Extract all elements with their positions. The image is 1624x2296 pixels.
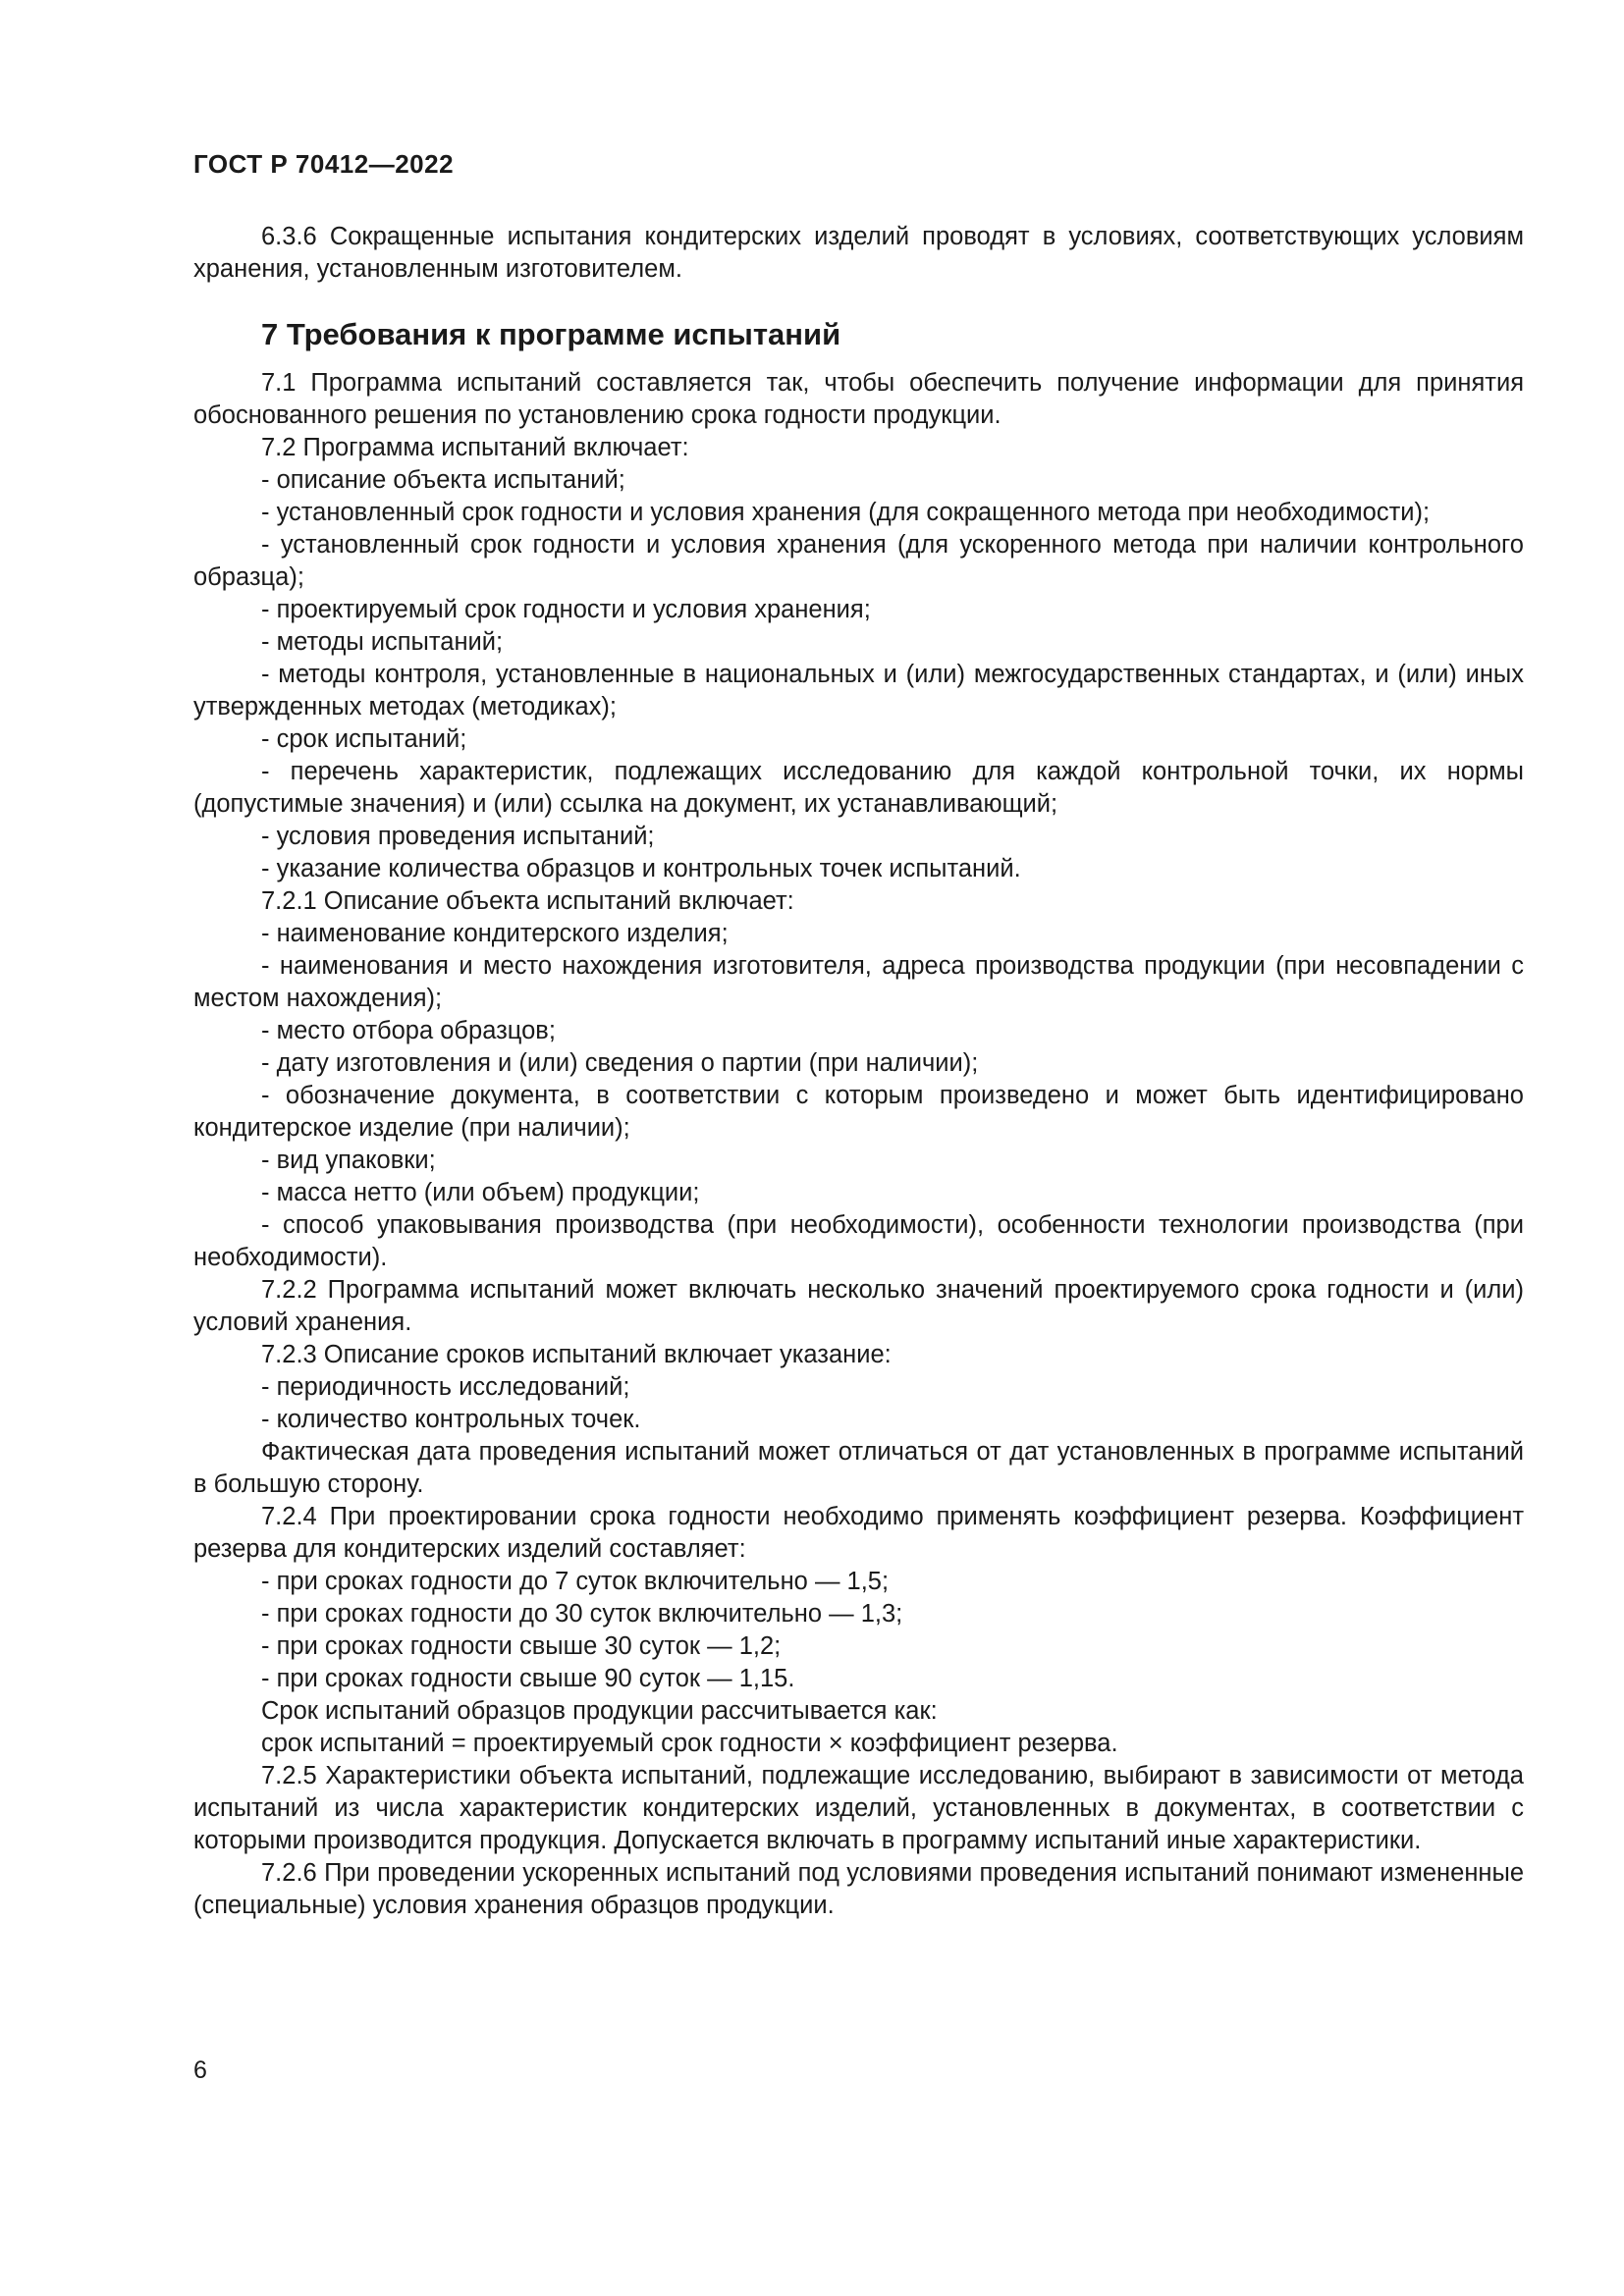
list-item: - периодичность исследований; [261, 1373, 630, 1401]
list-item: - место отбора образцов; [261, 1017, 556, 1044]
paragraph: 7.2.6 При проведении ускоренных испытаний под условиями проведения испытаний понимают измененные (специальные) условия хранения образцов продукции. [193, 1859, 1524, 1919]
list-item: - при сроках годности свыше 30 суток — 1,2; [261, 1632, 782, 1660]
list-item: - вид упаковки; [261, 1147, 436, 1174]
paragraph: Фактическая дата проведения испытаний может отличаться от дат установленных в программе испытаний в большую сторону. [193, 1438, 1524, 1498]
list-item: - методы испытаний; [261, 628, 504, 656]
list-item: - обозначение документа, в соответствии с которым произведено и может быть идентифицировано кондитерское изделие (при наличии); [193, 1082, 1524, 1142]
paragraph: 7.2 Программа испытаний включает: [261, 434, 689, 461]
list-item: - методы контроля, установленные в национальных и (или) межгосударственных стандартах, и (или) иных утвержденных методах (методиках); [193, 661, 1524, 721]
list-item: - установленный срок годности и условия хранения (для ускоренного метода при наличии контрольного образца); [193, 531, 1524, 591]
paragraph: 6.3.6 Сокращенные испытания кондитерских изделий проводят в условиях, соответствующих условиям хранения, установленным изготовителем. [193, 223, 1524, 283]
list-item: - наименования и место нахождения изготовителя, адреса производства продукции (при несовпадении с местом нахождения); [193, 952, 1524, 1012]
document-body [193, 221, 1524, 1922]
paragraph: 7.2.4 При проектировании срока годности необходимо применять коэффициент резерва. Коэффициент резерва для кондитерских изделий составляет: [193, 1503, 1524, 1563]
list-item: - масса нетто (или объем) продукции; [261, 1179, 700, 1206]
paragraph: Срок испытаний образцов продукции рассчитывается как: [261, 1697, 938, 1725]
list-item: - срок испытаний; [261, 725, 467, 753]
document-header: ГОСТ Р 70412—2022 [193, 149, 455, 179]
list-item: - дату изготовления и (или) сведения о партии (при наличии); [261, 1049, 979, 1077]
section-title: 7 Требования к программе испытаний [261, 317, 841, 351]
list-item: - способ упаковывания производства (при необходимости), особенности технологии производства (при необходимости). [193, 1211, 1524, 1271]
list-item: - наименование кондитерского изделия; [261, 920, 729, 947]
paragraph: 7.2.3 Описание сроков испытаний включает указание: [261, 1341, 892, 1368]
list-item: - указание количества образцов и контрольных точек испытаний. [261, 855, 1021, 882]
list-item: - описание объекта испытаний; [261, 466, 625, 494]
list-item: - условия проведения испытаний; [261, 823, 655, 850]
paragraph: 7.1 Программа испытаний составляется так, чтобы обеспечить получение информации для принятия обоснованного решения по установлению срока годности продукции. [193, 369, 1524, 429]
list-item: - количество контрольных точек. [261, 1406, 641, 1433]
page-number: 6 [193, 2056, 207, 2084]
list-item: - при сроках годности до 30 суток включительно — 1,3; [261, 1600, 903, 1628]
list-item: - при сроках годности до 7 суток включительно — 1,5; [261, 1568, 890, 1595]
list-item: - при сроках годности свыше 90 суток — 1,15. [261, 1665, 795, 1692]
list-item: - проектируемый срок годности и условия хранения; [261, 596, 871, 623]
paragraph: 7.2.5 Характеристики объекта испытаний, подлежащие исследованию, выбирают в зависимости от метода испытаний из числа характеристик кондитерских изделий, установленных в документах, в соответствии с которыми производится продукция. Допускается включать в программу испытаний иные характеристики. [193, 1762, 1524, 1854]
list-item: - перечень характеристик, подлежащих исследованию для каждой контрольной точки, их нормы (допустимые значения) и (или) ссылка на документ, их устанавливающий; [193, 758, 1524, 818]
list-item: - установленный срок годности и условия хранения (для сокращенного метода при необходимости); [261, 499, 1431, 526]
formula: срок испытаний = проектируемый срок годности × коэффициент резерва. [261, 1730, 1118, 1757]
paragraph: 7.2.2 Программа испытаний может включать несколько значений проектируемого срока годности и (или) условий хранения. [193, 1276, 1524, 1336]
paragraph: 7.2.1 Описание объекта испытаний включает: [261, 887, 794, 915]
